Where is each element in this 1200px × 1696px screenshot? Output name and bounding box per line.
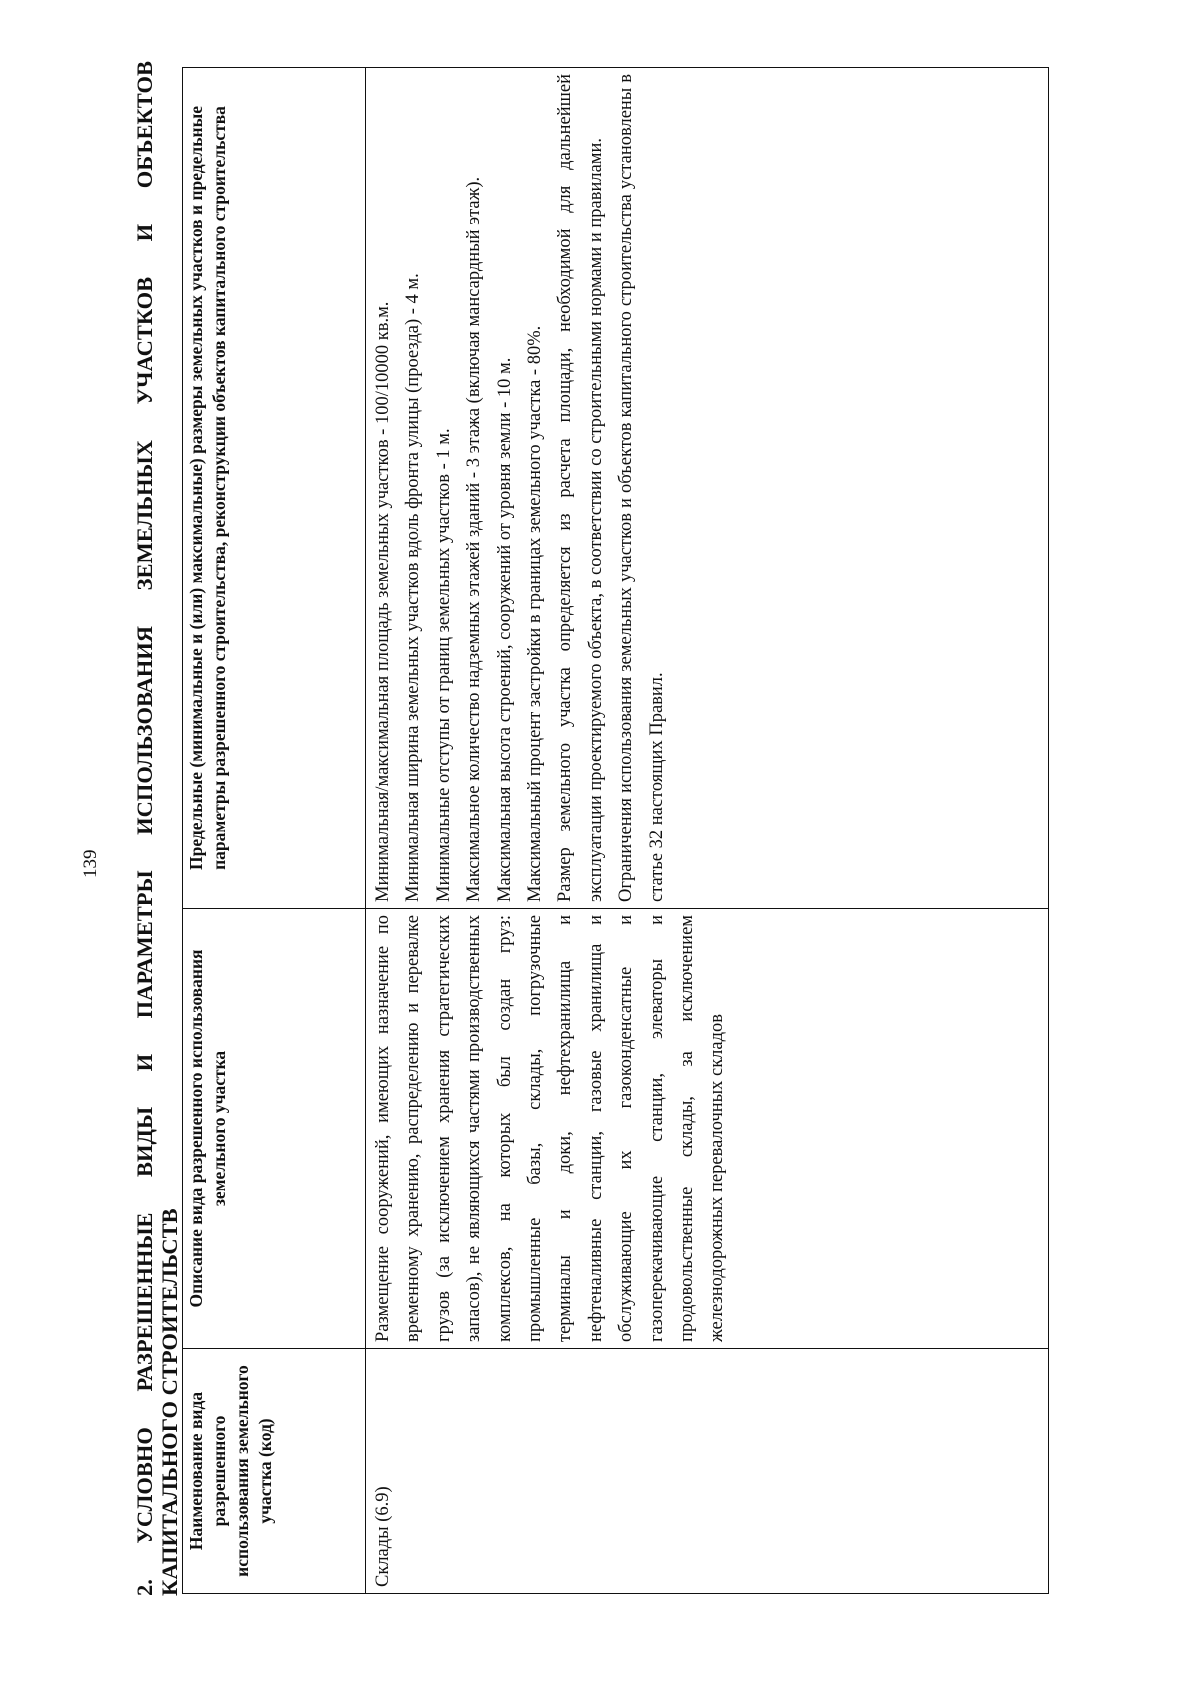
permitted-uses-table [182,67,1049,1594]
cell-use-name: Склады (6.9) [366,1349,1049,1594]
param-width: Минимальная ширина земельных участков вдоль фронта улицы (проезда) - 4 м. [403,273,424,902]
page-number: 139 [80,849,101,878]
table-row [366,68,1049,1594]
param-floors: Максимальное количество надземных этажей зданий - 3 этажа (включая мансардный этаж). [464,176,485,902]
param-setbacks: Минимальные отступы от границ земельных участков - 1 м. [433,428,454,902]
cell-parameters [366,68,1049,909]
section-heading-line2: КАПИТАЛЬНОГО СТРОИТЕЛЬСТВ [157,1208,182,1596]
param-area: Минимальная/максимальная площадь земельных участков - 100/10000 кв.м. [373,301,393,902]
param-coverage: Максимальный процент застройки в границах земельного участка - 80%. [525,325,546,902]
param-height: Максимальная высота строений, сооружений от уровня земли - 10 м. [494,357,515,902]
param-restrictions: Ограничения использования земельных участков и объектов капитального строительства установлены в статье 32 настоящих Правил. [616,74,667,902]
param-lot-size-rule: Размер земельного участка определяется из расчета площади, необходимой для дальнейшей эксплуатации проектируемого объекта, в соответствии со строительными нормами и правилами. [555,74,606,902]
section-heading-line1: 2. УСЛОВНО РАЗРЕШЕННЫЕ ВИДЫ И ПАРАМЕТРЫ ИСПОЛЬЗОВАНИЯ ЗЕМЕЛЬНЫХ УЧАСТКОВ И ОБЪЕКТОВ [132,61,157,1596]
section-heading [132,61,182,1596]
header-use-name: Наименование вида разрешенного использования земельного участка (код) [183,1349,366,1594]
header-parameters: Предельные (минимальные и (или) максимальные) размеры земельных участков и предельные параметры разрешенного строительства, реконструкции объектов капитального строительства [183,68,366,909]
cell-use-description: Размещение сооружений, имеющих назначение по временному хранению, распределению и перевалке грузов (за исключением хранения стратегических запасов), не являющихся частями производственных комплексов, на которых был создан груз: промышленные базы, склады, погрузочные терминалы и доки, нефтехранилища и нефтеналивные станции, газовые хранилища и обслуживающие их газоконденсатные и газоперекачивающие станции, элеваторы и продовольственные склады, за исключением железнодорожных перевалочных складов [366,909,1049,1349]
table-header-row [183,68,366,1594]
header-use-description: Описание вида разрешенного использования земельного участка [183,909,366,1349]
